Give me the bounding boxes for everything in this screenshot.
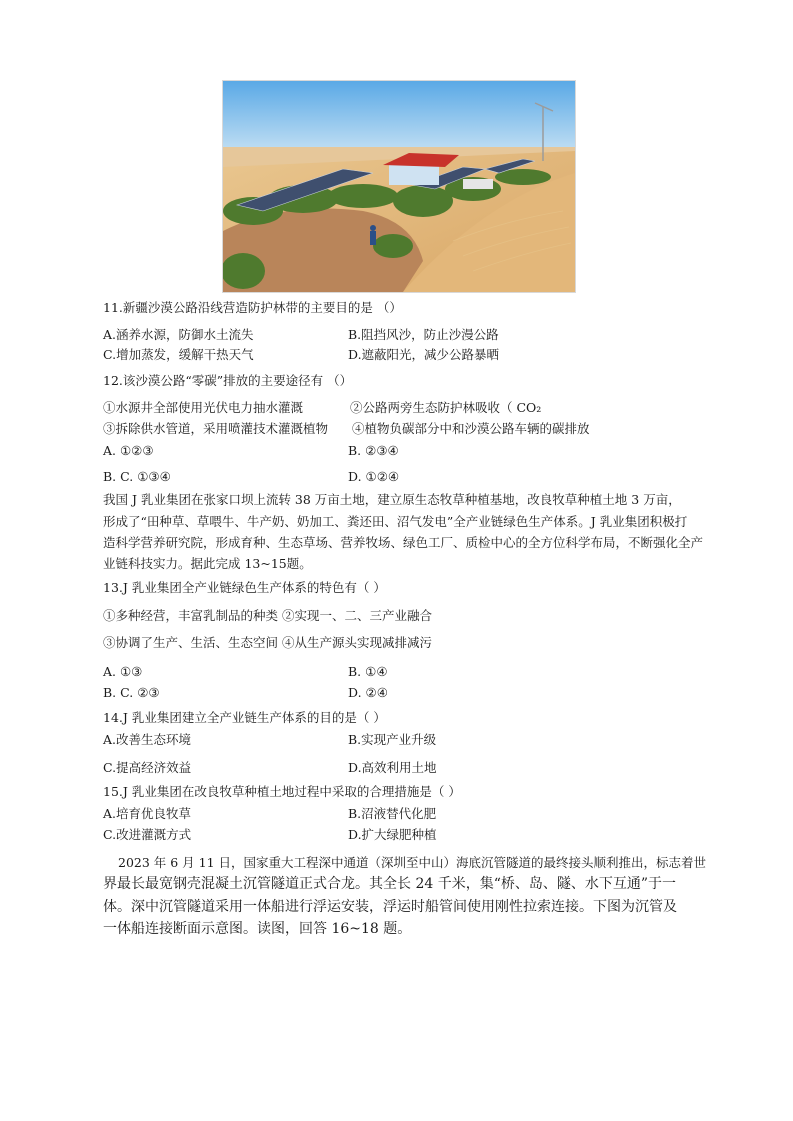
passage1-line-2: 形成了“田种草、草喂牛、牛产奶、奶加工、粪还田、沼气发电”全产业链绿色生产体系。J 乳业集团积极打	[103, 514, 688, 529]
q12-item-3: ③拆除供水管道，采用喷灌技术灌溉植物	[103, 421, 329, 436]
q12-option-c: B. C. ①③④	[103, 469, 171, 484]
q13-option-d: D. ②④	[348, 685, 388, 700]
q12-stem: 12.该沙漠公路“零碳”排放的主要途径有 （）	[103, 373, 353, 388]
q13-option-c: B. C. ②③	[103, 685, 160, 700]
q15-option-d: D.扩大绿肥种植	[348, 827, 437, 842]
q15-option-c: C.改进灌溉方式	[103, 827, 192, 842]
q12-item-1: ①水源井全部使用光伏电力抽水灌溉	[103, 400, 304, 415]
q15-option-b: B.沼液替代化肥	[348, 806, 437, 821]
q12-option-b: B. ②③④	[348, 443, 399, 458]
q15-stem: 15.J 乳业集团在改良牧草种植土地过程中采取的合理措施是（ ）	[103, 784, 461, 799]
q11-stem: 11.新疆沙漠公路沿线营造防护林带的主要目的是 （）	[103, 300, 402, 315]
q11-option-b: B.阻挡风沙，防止沙漫公路	[348, 327, 499, 342]
q11-option-d: D.遮蔽阳光，减少公路暴晒	[348, 347, 500, 362]
passage2-line-3: 体。深中沉管隧道采用一体船进行浮运安装，浮运时船管间使用刚性拉索连接。下图为沉管及	[103, 899, 677, 915]
q13-stem: 13.J 乳业集团全产业链绿色生产体系的特色有（ ）	[103, 580, 386, 595]
q14-option-a: A.改善生态环境	[103, 732, 192, 747]
q12-item-2: ②公路两旁生态防护林吸收（ CO₂	[350, 400, 542, 415]
passage2-line-1: 2023 年 6 月 11 日，国家重大工程深中通道（深圳至中山）海底沉管隧道的最终接头顺利推出，标志着世	[118, 855, 707, 870]
q14-option-c: C.提高经济效益	[103, 760, 192, 775]
q14-option-b: B.实现产业升级	[348, 732, 437, 747]
q14-option-d: D.高效利用土地	[348, 760, 437, 775]
passage2-line-4: 一体船连接断面示意图。读图，回答 16~18 题。	[103, 921, 412, 937]
passage1-line-4: 业链科技实力。据此完成 13~15题。	[103, 556, 312, 571]
desert-solar-photo	[222, 80, 576, 293]
q12-item-4: ④植物负碳部分中和沙漠公路车辆的碳排放	[352, 421, 590, 436]
q13-option-b: B. ①④	[348, 664, 388, 679]
q14-stem: 14.J 乳业集团建立全产业链生产体系的目的是（ ）	[103, 710, 386, 725]
passage1-line-1: 我国 J 乳业集团在张家口坝上流转 38 万亩土地，建立原生态牧草种植基地，改良牧草种植土地 3 万亩，	[103, 492, 681, 507]
q15-option-a: A.培育优良牧草	[103, 806, 192, 821]
passage2-line-2: 界最长最宽钢壳混凝土沉管隧道正式合龙。其全长 24 千米，集“桥、岛、隧、水下互通”于一	[103, 876, 677, 892]
q12-option-d: D. ①②④	[348, 469, 400, 484]
q13-item-row-1: ①多种经营，丰富乳制品的种类 ②实现一、二、三产业融合	[103, 608, 432, 623]
q13-item-row-2: ③协调了生产、生活、生态空间 ④从生产源头实现减排减污	[103, 635, 432, 650]
q11-option-c: C.增加蒸发，缓解干热天气	[103, 347, 254, 362]
q12-option-a: A. ①②③	[103, 443, 154, 458]
q11-option-a: A.涵养水源，防御水土流失	[103, 327, 254, 342]
q13-option-a: A. ①③	[103, 664, 143, 679]
passage1-line-3: 造科学营养研究院，形成育种、生态草场、营养牧场、绿色工厂、质检中心的全方位科学布局，不断强化全产	[103, 535, 704, 550]
